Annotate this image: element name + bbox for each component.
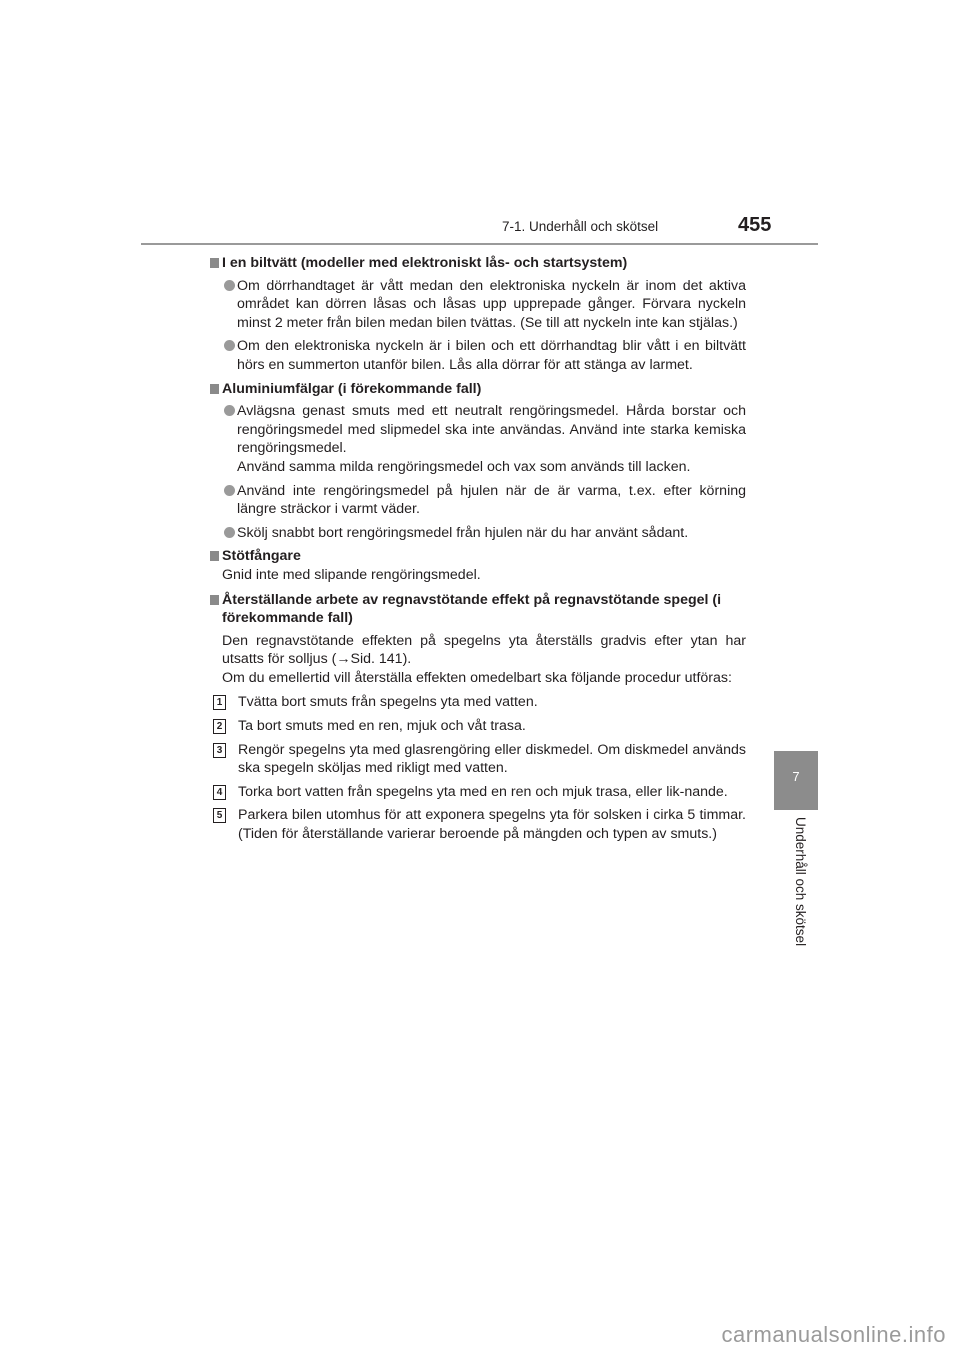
step-text: Parkera bilen utomhus för att exponera spegelns yta för solsken i cirka 5 timmar. (Tiden för återställande varierar beroende på mängden och typen av smuts.) xyxy=(238,807,746,843)
heading-text: Stötfångare xyxy=(222,548,301,565)
circle-bullet-icon xyxy=(224,280,235,291)
list-item xyxy=(210,482,746,519)
circle-bullet-icon xyxy=(224,485,235,496)
bullet-text: Avlägsna genast smuts med ett neutralt rengöringsmedel. Hårda borstar och rengöringsmedel med slipmedel ska inte användas. Använd inte starka kemiska rengöringsmedel. xyxy=(237,403,746,457)
paragraph-text: Gnid inte med slipande rengöringsmedel. xyxy=(222,566,481,583)
section-heading-mirror xyxy=(210,591,746,628)
step-number: 4 xyxy=(213,785,226,800)
square-bullet-icon xyxy=(210,551,219,561)
step-text: Rengör spegelns yta med glasrengöring eller diskmedel. Om diskmedel används ska spegeln sköljas med rikligt med vatten. xyxy=(238,741,746,777)
list-item xyxy=(210,524,746,543)
paragraph xyxy=(210,566,746,585)
step-item xyxy=(210,783,746,802)
header-divider xyxy=(141,243,818,245)
circle-bullet-icon xyxy=(224,527,235,538)
watermark: carmanualsonline.info xyxy=(721,1322,946,1347)
step-item xyxy=(210,693,746,712)
chapter-tab[interactable] xyxy=(774,751,818,810)
heading-text: I en biltvätt (modeller med elektroniskt lås- och startsystem) xyxy=(222,255,628,271)
paragraph-text: Om du emellertid vill återställa effekten omedelbart ska följande procedur utföras: xyxy=(222,669,732,686)
step-item xyxy=(210,806,746,843)
circle-bullet-icon xyxy=(224,405,235,416)
section-heading-wheels xyxy=(210,380,746,399)
section-title: 7-1. Underhåll och skötsel xyxy=(502,219,659,234)
paragraph xyxy=(210,632,746,688)
list-item xyxy=(210,337,746,374)
step-number: 3 xyxy=(213,743,226,758)
step-text: Torka bort vatten från spegelns yta med en ren och mjuk trasa, eller lik-nande. xyxy=(238,783,728,800)
circle-bullet-icon xyxy=(224,340,235,351)
section-heading-carwash xyxy=(210,254,746,273)
step-number: 5 xyxy=(213,808,226,823)
heading-text: Återställande arbete av regnavstötande effekt på regnavstötande spegel (i förekommande fall) xyxy=(222,591,722,627)
step-text: Tvätta bort smuts från spegelns yta med vatten. xyxy=(238,694,538,711)
square-bullet-icon xyxy=(210,384,219,394)
step-text: Ta bort smuts med en ren, mjuk och våt trasa. xyxy=(238,718,526,735)
paragraph-text: Den regnavstötande effekten på spegelns yta återställs gradvis efter ytan har utsatts för solljus (→Sid. 141). xyxy=(222,632,746,668)
chapter-number: 7 xyxy=(792,769,800,784)
chapter-label: Underhåll och skötsel xyxy=(793,817,808,947)
list-item xyxy=(210,277,746,333)
step-item xyxy=(210,741,746,778)
heading-text: Aluminiumfälgar (i förekommande fall) xyxy=(222,380,482,397)
step-number: 1 xyxy=(213,695,226,710)
square-bullet-icon xyxy=(210,258,219,268)
square-bullet-icon xyxy=(210,595,219,605)
bullet-text: Om den elektroniska nyckeln är i bilen och ett dörrhandtag blir vått i en biltvätt hörs en summerton utanför bilen. Lås alla dörrar för att stänga av larmet. xyxy=(237,338,746,373)
list-item xyxy=(210,402,746,476)
section-heading-bumpers xyxy=(210,547,746,566)
page-number: 455 xyxy=(738,214,772,236)
bullet-text-continued: Använd samma milda rengöringsmedel och vax som används till lacken. xyxy=(237,458,691,475)
bullet-text: Skölj snabbt bort rengöringsmedel från hjulen när du har använt sådant. xyxy=(237,524,689,541)
step-item xyxy=(210,717,746,736)
bullet-text: Om dörrhandtaget är vått medan den elektroniska nyckeln är inom det aktiva området kan dörren låsas och låsas upp upprepade gånger. Förvara nyckeln minst 2 meter från bilen medan bilen tvättas. (Se till att nyckeln inte kan stjälas.) xyxy=(237,277,746,331)
bullet-text: Använd inte rengöringsmedel på hjulen när de är varma, t.ex. efter körning längre sträckor i varmt väder. xyxy=(237,482,746,518)
page-content xyxy=(210,254,746,849)
step-number: 2 xyxy=(213,719,226,734)
